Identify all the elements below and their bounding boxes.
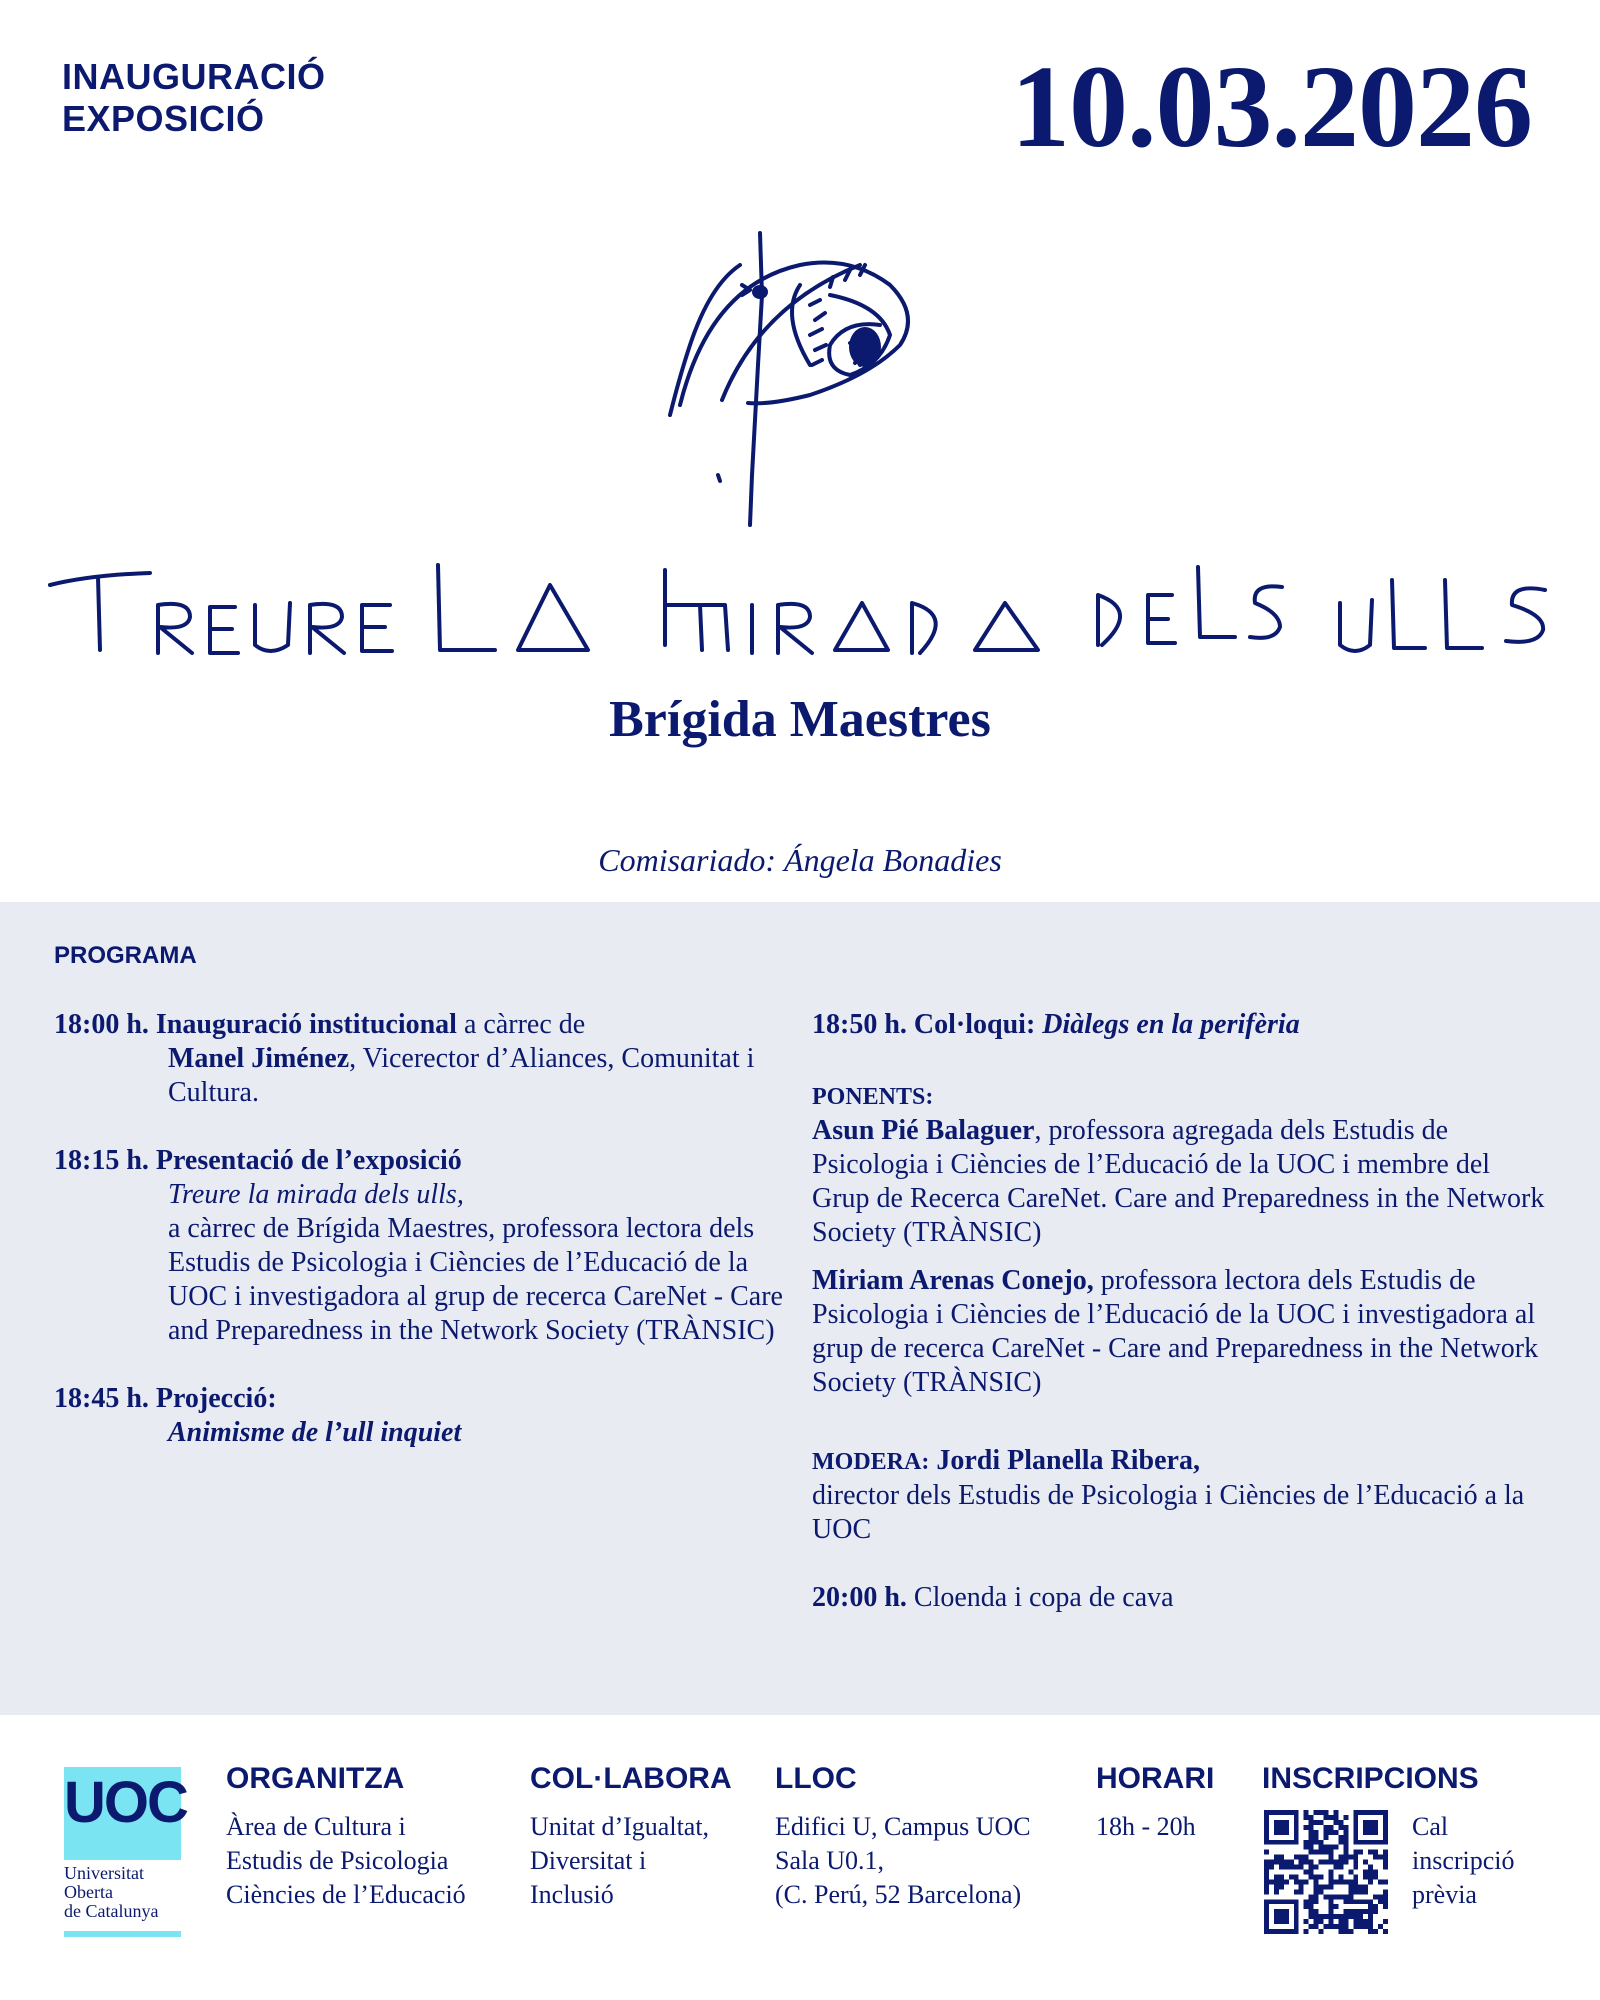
kicker-line-1: INAUGURACIÓ xyxy=(62,56,326,97)
speaker-bio: , professora agregada dels Estudis de Psicologia i Ciències de l’Educació de la UOC i membre del Grup de Recerca CareNet. Care and Preparedness in the Network Society (TRÀNSIC) xyxy=(812,1115,1545,1248)
lloc-line: (C. Perú, 52 Barcelona) xyxy=(775,1880,1022,1909)
program-item xyxy=(812,1581,1552,1615)
handwritten-title-drawing xyxy=(40,545,1560,665)
item-time: 18:45 h. xyxy=(54,1383,149,1414)
uoc-logo-letters: UOC xyxy=(64,1770,187,1835)
kicker-line-2: EXPOSICIÓ xyxy=(62,98,265,139)
uoc-logo-wordmark xyxy=(64,1864,158,1921)
item-italic-title: Diàlegs en la perifèria xyxy=(1042,1009,1300,1040)
organitza-line: Ciències de l’Educació xyxy=(226,1880,466,1909)
speaker-bio: professora lectora dels Estudis de Psicologia i Ciències de l’Educació de la UOC i investigadora al grup de recerca CareNet - Care and Preparedness in the Network Society (TRÀNSIC) xyxy=(812,1265,1539,1398)
moderator-name: Jordi Planella Ribera, xyxy=(936,1445,1200,1476)
inscripcions-line: inscripció xyxy=(1412,1846,1515,1875)
uoc-logo xyxy=(64,1767,187,1860)
item-text: a càrrec de Brígida Maestres, professora lectora dels Estudis de Psicologia i Ciències de l’Educació de la UOC i investigadora al grup de recerca CareNet - Care and Preparedness in the Network Society (TRÀNSIC) xyxy=(168,1213,783,1346)
collabora-line: Unitat d’Igualtat, xyxy=(530,1812,710,1841)
ponents-label: PONENTS: xyxy=(812,1084,934,1110)
inscripcions-text xyxy=(1412,1810,1515,1912)
horari-value: 18h - 20h xyxy=(1096,1812,1196,1841)
item-text: Cloenda i copa de cava xyxy=(906,1582,1174,1613)
inscripcions-label: INSCRIPCIONS xyxy=(1262,1762,1479,1795)
artist-name: Brígida Maestres xyxy=(609,691,991,748)
horari-label: HORARI xyxy=(1096,1762,1215,1795)
item-text: a càrrec de xyxy=(456,1009,586,1040)
item-title: Inauguració institucional xyxy=(155,1009,457,1040)
uoc-logo-bar xyxy=(64,1931,181,1937)
lloc-line: Edifici U, Campus UOC xyxy=(775,1812,1031,1841)
lloc-label: LLOC xyxy=(775,1762,857,1795)
item-title: Projecció: xyxy=(155,1383,277,1414)
organitza-label: ORGANITZA xyxy=(226,1762,405,1795)
item-time: 18:50 h. xyxy=(812,1009,907,1040)
item-italic-title: Animisme de l’ull inquiet xyxy=(168,1417,462,1448)
event-kicker xyxy=(62,56,326,140)
program-item xyxy=(54,1008,794,1110)
footer-collabora xyxy=(530,1762,732,1912)
inscripcions-line: Cal xyxy=(1412,1812,1449,1841)
inscripcions-line: prèvia xyxy=(1412,1880,1477,1909)
program-item xyxy=(54,1382,794,1450)
item-person: Manel Jiménez xyxy=(168,1043,350,1074)
logo-line: de Catalunya xyxy=(64,1901,159,1921)
organitza-line: Àrea de Cultura i xyxy=(226,1812,406,1841)
moderator-entry xyxy=(812,1444,1552,1547)
item-time: 18:15 h. xyxy=(54,1145,149,1176)
footer-organitza xyxy=(226,1762,466,1912)
lloc-line: Sala U0.1, xyxy=(775,1846,885,1875)
modera-label: MODERA: xyxy=(812,1449,930,1475)
item-text: , Vicerector d’Aliances, Comunitat i Cultura. xyxy=(168,1043,755,1108)
program-right-column xyxy=(812,1008,1552,1615)
footer-inscripcions xyxy=(1262,1762,1479,1796)
program-heading: PROGRAMA xyxy=(54,942,197,969)
footer-horari xyxy=(1096,1762,1214,1844)
item-title: Presentació de l’exposició xyxy=(155,1145,462,1176)
speaker-entry xyxy=(812,1114,1552,1250)
program-left-column xyxy=(54,1008,794,1484)
curator-credit: Comisariado: Ángela Bonadies xyxy=(598,842,1002,878)
handwritten-title-text: TREURE LA MIRADA DELS ULLS xyxy=(40,545,56,546)
item-time: 20:00 h. xyxy=(812,1582,907,1613)
item-title: Col·loqui: xyxy=(913,1009,1036,1040)
speaker-name: Miriam Arenas Conejo, xyxy=(812,1265,1094,1296)
moderator-bio: director dels Estudis de Psicologia i Ciències de l’Educació a la UOC xyxy=(812,1480,1525,1545)
logo-line: Universitat xyxy=(64,1863,144,1883)
footer-lloc xyxy=(775,1762,1031,1912)
organitza-line: Estudis de Psicologia xyxy=(226,1846,449,1875)
item-italic-title: Treure la mirada dels ulls, xyxy=(168,1179,464,1210)
program-item xyxy=(54,1144,794,1348)
eye-drawing-illustration xyxy=(650,225,980,540)
collabora-line: Diversitat i xyxy=(530,1846,647,1875)
qr-code-icon[interactable] xyxy=(1264,1810,1388,1934)
speaker-name: Asun Pié Balaguer xyxy=(812,1115,1035,1146)
collabora-line: Inclusió xyxy=(530,1880,614,1909)
speaker-entry xyxy=(812,1264,1552,1400)
item-time: 18:00 h. xyxy=(54,1009,149,1040)
collabora-label: COL·LABORA xyxy=(530,1762,732,1795)
program-item xyxy=(812,1008,1552,1042)
logo-line: Oberta xyxy=(64,1882,113,1902)
event-date: 10.03.2026 xyxy=(1011,41,1532,172)
